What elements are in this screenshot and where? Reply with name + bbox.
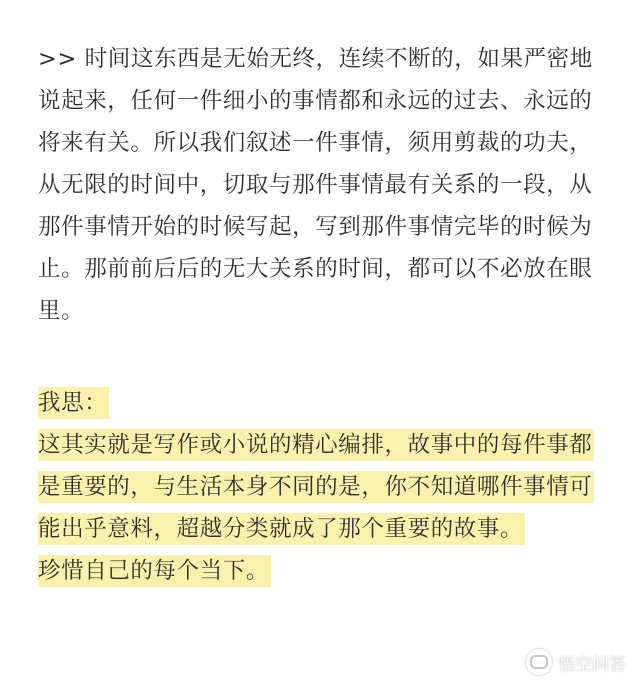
quote-line: 止。那前前后后的无大关系的时间，都可以不必放在眼 [38,256,593,282]
note-line: 这其实就是写作或小说的精心编排，故事中的每件事都 [38,429,594,461]
quote-line: 那件事情开始的时候写起，写到那件事情完毕的时候为 [38,214,593,240]
note-line: 是重要的，与生活本身不同的是，你不知道哪件事情可 [38,471,594,503]
note-line-row [38,424,604,466]
watermark-text: 悟空问答 [558,654,626,675]
note-line: 能出乎意料，超越分类就成了那个重要的故事。 [38,513,525,545]
note-line-row [38,382,604,424]
quote-line: 说起来，任何一件细小的事情都和永远的过去、永远的 [38,88,593,114]
quote-line: >> 时间这东西是无始无终，连续不断的，如果严密地 [38,46,593,72]
note-line-row [38,508,604,550]
watermark [526,649,626,675]
note-line-row [38,466,604,508]
quote-line: 将来有关。所以我们叙述一件事情，须用剪裁的功夫， [38,130,593,156]
quote-line: 从无限的时间中，切取与那件事情最有关系的一段，从 [38,172,593,198]
wukong-logo-icon [526,649,552,675]
quoted-passage [38,38,604,332]
highlighted-note [38,382,604,592]
quote-line: 里。 [38,298,85,324]
note-heading: 我思： [38,387,109,419]
note-line: 珍惜自己的每个当下。 [38,555,271,587]
note-line-row [38,550,604,592]
